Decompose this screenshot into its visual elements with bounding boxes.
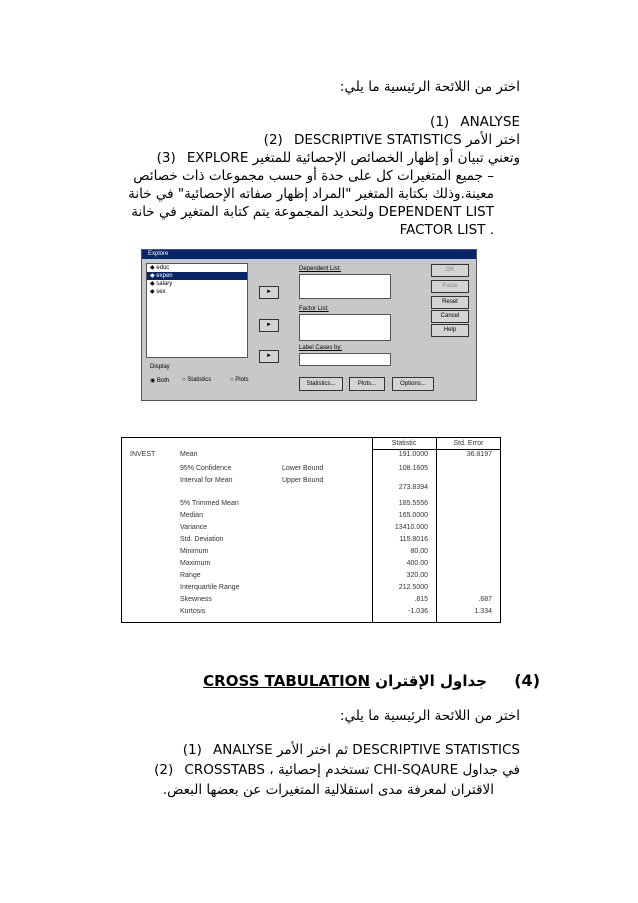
variable-list[interactable] xyxy=(146,263,248,358)
section-4-heading xyxy=(203,671,540,690)
step2-1-text: ANALYSE ثم اختر الأمر DESCRIPTIVE STATISTICS xyxy=(213,742,520,758)
header-statistic: Statistic xyxy=(372,438,436,450)
move-to-dependent-button[interactable]: ► xyxy=(259,286,279,299)
section-4-title-en: CROSS TABULATION xyxy=(203,672,371,690)
step-3 xyxy=(157,150,520,166)
dependent-list-box[interactable] xyxy=(299,274,391,299)
display-label: Display xyxy=(150,364,170,370)
variable-item[interactable]: ◆ educ xyxy=(150,265,170,271)
radio-statistics[interactable]: ○ Statistics xyxy=(182,377,212,383)
step-3-cont-3: DEPENDENT LIST ولتحديد المجموعة يتم كتابة المتغير في خانة xyxy=(131,204,494,220)
step2-2-number: (2) xyxy=(154,762,174,778)
step2-1 xyxy=(183,742,520,758)
intro-text: اختر من اللائحة الرئيسية ما يلي: xyxy=(339,79,520,95)
row-label: Kurtosis xyxy=(180,608,206,615)
label-cases-label: Label Cases by: xyxy=(299,345,343,351)
row-label: Mean xyxy=(180,451,198,458)
radio-both[interactable]: ◉ Both xyxy=(150,378,170,384)
step-3-cont-4: . FACTOR LIST xyxy=(399,222,494,238)
row-sublabel: Lower Bound xyxy=(282,465,324,472)
step-3-cont-1: – جميع المتغيرات كل على حدة أو حسب مجموعات ذات خصائص xyxy=(133,168,494,184)
row-std-error: 36.8197 xyxy=(466,451,492,458)
row-label: Interval for Mean xyxy=(180,477,233,484)
row-label: Maximum xyxy=(180,560,211,567)
options-button[interactable]: Options... xyxy=(392,377,434,391)
intro-text-2: اختر من اللائحة الرئيسية ما يلي: xyxy=(339,708,520,724)
header-std-error: Std. Error xyxy=(436,438,501,450)
column-divider xyxy=(436,438,437,622)
dependent-list-label: Dependent List: xyxy=(299,266,342,272)
row-statistic: 13410.000 xyxy=(394,524,428,531)
row-statistic: 212.5000 xyxy=(398,584,428,591)
step2-1-number: (1) xyxy=(182,742,202,758)
factor-list-box[interactable] xyxy=(299,314,391,341)
step2-2-text: CROSSTABS ، تستخدم إحصائية CHI-SQAURE في جداول xyxy=(184,762,520,778)
step-3-cont-2: معينة.وذلك بكتابة المتغير "المراد إظهار صفاته الإحصائية" في خانة xyxy=(128,186,494,202)
row-statistic: .815 xyxy=(414,596,428,603)
row-statistic: 80.00 xyxy=(410,548,428,555)
row-statistic: 185.5556 xyxy=(398,500,428,507)
row-label: Range xyxy=(180,572,201,579)
explore-dialog xyxy=(141,249,477,401)
row-label: Minimum xyxy=(180,548,209,555)
row-statistic: 191.0000 xyxy=(398,451,428,458)
row-sublabel: Upper Bound xyxy=(282,477,324,484)
help-button[interactable]: Help xyxy=(431,324,469,337)
step-3-number: (3) xyxy=(156,150,176,166)
row-statistic: 108.1605 xyxy=(398,465,428,472)
statistics-button[interactable]: Statistics... xyxy=(299,377,343,391)
step-3-text: EXPLORE وتعني تبيان أو إظهار الخصائص الإحصائية للمتغير xyxy=(186,150,520,166)
move-to-factor-button[interactable]: ► xyxy=(259,319,279,332)
radio-plots[interactable]: ○ Plots xyxy=(230,377,249,383)
row-label: Variance xyxy=(180,524,208,531)
row-label: Skewness xyxy=(180,596,212,603)
plots-button[interactable]: Plots... xyxy=(349,377,385,391)
ok-button[interactable]: OK xyxy=(431,264,469,277)
step-1 xyxy=(430,114,520,130)
variable-item[interactable]: ◆ sex xyxy=(150,289,166,295)
step-2 xyxy=(264,132,520,148)
row-statistic: -1.036 xyxy=(408,608,428,615)
variable-item[interactable]: ◆ salary xyxy=(150,281,173,287)
row-statistic: 273.8394 xyxy=(398,484,428,491)
label-cases-box[interactable] xyxy=(299,353,391,366)
row-label: 5% Trimmed Mean xyxy=(180,500,239,507)
step2-2-cont: الاقتران لمعرفة مدى استقلالية المتغيرات عن بعضها البعض. xyxy=(162,782,494,798)
row-label: Median xyxy=(180,512,203,519)
column-divider xyxy=(372,438,373,622)
cancel-button[interactable]: Cancel xyxy=(431,310,469,323)
section-4-number: (4) xyxy=(514,671,540,690)
reset-button[interactable]: Reset xyxy=(431,296,469,309)
descriptives-table xyxy=(121,437,501,623)
row-label: Std. Deviation xyxy=(180,536,224,543)
move-to-label-button[interactable]: ► xyxy=(259,350,279,363)
variable-name: INVEST xyxy=(130,451,156,458)
paste-button[interactable]: Paste xyxy=(431,280,469,293)
row-std-error: .687 xyxy=(478,596,492,603)
row-statistic: 320.00 xyxy=(406,572,428,579)
section-4-title-ar: جداول الإقتران xyxy=(375,672,487,690)
variable-item[interactable]: ◆ expen xyxy=(147,272,247,280)
row-statistic: 400.00 xyxy=(406,560,428,567)
row-label: Interquartile Range xyxy=(180,584,240,591)
step2-2 xyxy=(154,762,520,778)
factor-list-label: Factor List: xyxy=(299,306,329,312)
step-1-number: (1) xyxy=(430,114,450,130)
row-statistic: 165.0000 xyxy=(398,512,428,519)
dialog-title: Explore xyxy=(142,250,476,259)
row-label: 95% Confidence xyxy=(180,465,232,472)
step-1-text: ANALYSE xyxy=(460,114,520,130)
row-std-error: 1.334 xyxy=(474,608,492,615)
step-2-text: DESCRIPTIVE STATISTICS اختر الأمر xyxy=(293,132,520,148)
step-2-number: (2) xyxy=(263,132,283,148)
row-statistic: 115.8016 xyxy=(399,536,428,543)
